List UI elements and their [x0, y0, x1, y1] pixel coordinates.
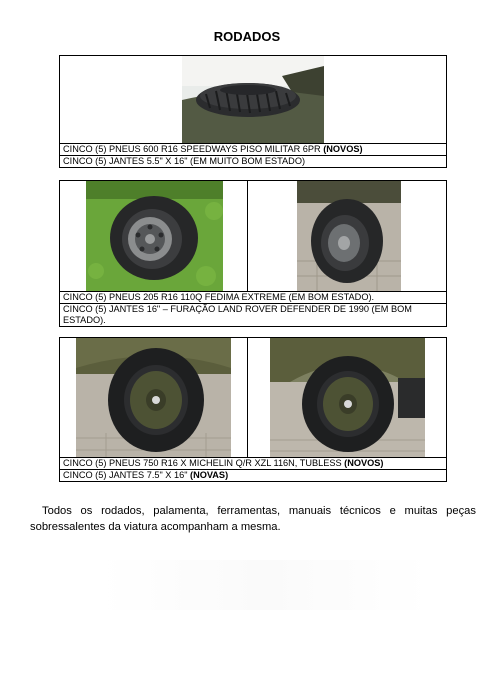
caption-row: CINCO (5) PNEUS 205 R16 110Q FEDIMA EXTREME (EM BOM ESTADO). — [63, 292, 375, 302]
new-wheel-rear-photo — [270, 338, 425, 457]
caption-row: CINCO (5) JANTES 16" – FURAÇÃO LAND ROVER DEFENDER DE 1990 (EM BOM ESTADO). — [60, 303, 446, 326]
cell-divider — [247, 338, 248, 457]
wheel-set-2-photo-row — [60, 181, 446, 292]
wheel-set-2-table — [59, 180, 447, 327]
wheel-set-3-table — [59, 337, 447, 482]
wheel-set-1-photo-row — [60, 56, 446, 144]
caption-row: CINCO (5) JANTES 5.5" X 16" (EM MUITO BOM ESTADO) — [60, 155, 446, 167]
page-title: RODADOS — [213, 29, 281, 44]
wheel-set-1-table — [59, 55, 447, 168]
cell-divider — [247, 181, 248, 291]
wheel-set-3-photo-row — [60, 338, 446, 458]
tyre-on-cobbles-photo — [297, 181, 401, 291]
new-wheel-front-photo — [76, 338, 231, 457]
caption-row: CINCO (5) PNEUS 600 R16 SPEEDWAYS PISO MILITAR 6PR (NOVOS) — [63, 144, 363, 154]
spare-tyre-photo — [182, 56, 324, 143]
caption-row: CINCO (5) JANTES 7.5" X 16" (NOVAS) — [60, 469, 446, 481]
caption-row: CINCO (5) PNEUS 750 R16 X MICHELIN Q/R XZL 116N, TUBLESS (NOVOS) — [63, 458, 384, 468]
faded-image-area — [100, 560, 430, 610]
tyre-on-grass-photo — [86, 181, 223, 291]
accessories-paragraph: Todos os rodados, palamenta, ferramentas, manuais técnicos e muitas peças sobressalentes da viatura acompanham a mesma. — [30, 505, 476, 533]
